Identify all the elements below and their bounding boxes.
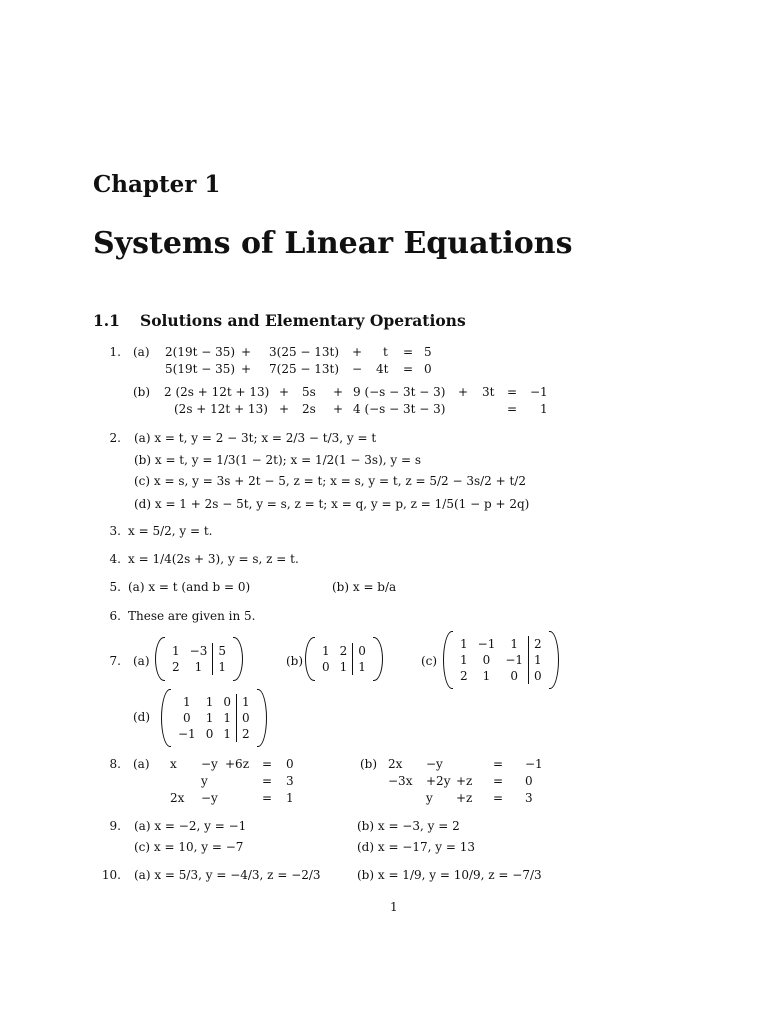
equation-term: 4 (−s − 3t − 3) — [353, 402, 446, 416]
matrix-cell: 2 — [528, 636, 547, 652]
system-term: −1 — [525, 757, 543, 771]
matrix-cell: 1 — [236, 694, 255, 710]
matrix-cell: 1 — [205, 711, 214, 725]
problem-number: 6. — [109, 609, 121, 623]
answer-line: (a) x = t (and b = 0) — [128, 580, 251, 594]
equation-term: 2(19t − 35) — [165, 345, 236, 359]
equation-rhs: 5 — [424, 345, 432, 359]
equation-term: 5s — [302, 385, 316, 399]
equation-op: + — [241, 345, 252, 359]
system-term: 2x — [170, 791, 185, 805]
system-term: 0 — [286, 757, 294, 771]
answer-line: x = 1/4(2s + 3), y = s, z = t. — [128, 552, 299, 566]
matrix-left-paren — [161, 689, 171, 747]
problem-number: 10. — [101, 868, 121, 882]
equation-term: (2s + 12t + 13) — [174, 402, 268, 416]
matrix-left-paren — [155, 637, 165, 681]
part-label: (d) — [133, 710, 151, 724]
matrix-cell: 1 — [194, 660, 203, 674]
matrix-cell: 1 — [212, 659, 231, 675]
equation-op: + — [279, 402, 290, 416]
equation-term: 9 (−s − 3t − 3) — [353, 385, 446, 399]
system-term: −y — [201, 791, 218, 805]
matrix-cell: 1 — [223, 711, 231, 725]
equation-op: − — [352, 362, 363, 376]
matrix-cell: 1 — [322, 644, 330, 658]
matrix-left-paren — [443, 631, 453, 689]
problem-number: 7. — [109, 654, 121, 668]
chapter-heading: Chapter 1 — [93, 171, 221, 198]
part-label: (c) — [421, 654, 438, 668]
equation-eq: = — [403, 362, 414, 376]
system-term: −y — [201, 757, 218, 771]
system-term: 0 — [525, 774, 533, 788]
matrix-cell: 1 — [482, 669, 491, 683]
equation-term: 3(25 − 13t) — [269, 345, 340, 359]
matrix-cell: 5 — [212, 643, 231, 659]
answer-line: (a) x = −2, y = −1 — [134, 819, 247, 833]
equation-op: + — [279, 385, 290, 399]
problem-number: 2. — [109, 431, 121, 445]
system-term: +6z — [225, 757, 250, 771]
equation-term: 4t — [376, 362, 389, 376]
answer-line: (d) x = 1 + 2s − 5t, y = s, z = t; x = q, y = p, z = 1/5(1 − p + 2q) — [134, 497, 530, 511]
augmented-matrix — [155, 638, 243, 680]
part-label: (b) — [360, 757, 378, 771]
system-term: 1 — [286, 791, 294, 805]
matrix-left-paren — [305, 637, 315, 681]
matrix-cell: 0 — [205, 727, 214, 741]
matrix-cell: 1 — [339, 660, 348, 674]
matrix-cell: −1 — [505, 653, 524, 667]
matrix-cell: 0 — [510, 669, 519, 683]
part-label: (a) — [133, 345, 150, 359]
matrix-right-paren — [549, 631, 559, 689]
matrix-right-paren — [257, 689, 267, 747]
matrix-cell: 0 — [236, 710, 255, 726]
matrix-cell: 0 — [528, 668, 547, 684]
matrix-cell: 1 — [460, 653, 468, 667]
problem-number: 9. — [109, 819, 121, 833]
equation-term: 5(19t − 35) — [165, 362, 236, 376]
system-term: x — [170, 757, 177, 771]
system-term: y — [426, 791, 433, 805]
equation-eq: = — [403, 345, 414, 359]
matrix-cell: 2 — [460, 669, 468, 683]
equation-term: 2 (2s + 12t + 13) — [164, 385, 270, 399]
system-term: = — [262, 791, 273, 805]
system-term: = — [493, 791, 504, 805]
matrix-cell: 2 — [172, 660, 180, 674]
answer-line: (c) x = 10, y = −7 — [134, 840, 244, 854]
matrix-right-paren — [373, 637, 383, 681]
matrix-cell: 0 — [352, 643, 371, 659]
matrix-cell: −3 — [189, 644, 208, 658]
section-number: 1.1 — [93, 311, 120, 330]
system-term: −y — [426, 757, 443, 771]
answer-line: (a) x = 5/3, y = −4/3, z = −2/3 — [134, 868, 321, 882]
equation-term: 2s — [302, 402, 316, 416]
equation-eq: = — [507, 402, 518, 416]
matrix-cell: 0 — [322, 660, 330, 674]
matrix-cell: 1 — [172, 644, 180, 658]
part-label: (a) — [133, 654, 150, 668]
matrix-cell: 0 — [482, 653, 491, 667]
answer-line: (b) x = −3, y = 2 — [357, 819, 460, 833]
equation-term: 7(25 − 13t) — [269, 362, 340, 376]
problem-number: 1. — [109, 345, 121, 359]
answer-line: x = 5/2, y = t. — [128, 524, 213, 538]
equation-term: t — [383, 345, 388, 359]
equation-op: + — [333, 402, 344, 416]
matrix-right-paren — [233, 637, 243, 681]
answer-line: (d) x = −17, y = 13 — [357, 840, 475, 854]
matrix-cell: 0 — [223, 695, 231, 709]
system-term: 3 — [286, 774, 294, 788]
matrix-cell: −1 — [477, 637, 496, 651]
answer-line: (b) x = b/a — [332, 580, 397, 594]
system-term: 2x — [388, 757, 403, 771]
section-title: Solutions and Elementary Operations — [140, 311, 466, 330]
system-term: = — [493, 757, 504, 771]
augmented-matrix — [443, 632, 559, 688]
equation-term: 3t — [482, 385, 495, 399]
augmented-matrix — [161, 690, 267, 746]
problem-number: 3. — [109, 524, 121, 538]
matrix-cell: −1 — [178, 727, 196, 741]
matrix-entries — [165, 643, 233, 675]
equation-op: + — [333, 385, 344, 399]
equation-rhs: −1 — [530, 385, 548, 399]
part-label: (b) — [286, 654, 304, 668]
answer-line: These are given in 5. — [128, 609, 256, 623]
system-term: +2y — [426, 774, 451, 788]
system-term: +z — [456, 774, 473, 788]
matrix-entries — [453, 636, 549, 684]
matrix-cell: 2 — [236, 726, 255, 742]
equation-op: + — [352, 345, 363, 359]
matrix-cell: 1 — [510, 637, 519, 651]
matrix-cell: 1 — [352, 659, 371, 675]
answer-line: (c) x = s, y = 3s + 2t − 5, z = t; x = s, y = t, z = 5/2 − 3s/2 + t/2 — [134, 474, 526, 488]
equation-rhs: 1 — [540, 402, 548, 416]
system-term: = — [262, 757, 273, 771]
system-term: = — [493, 774, 504, 788]
system-term: = — [262, 774, 273, 788]
matrix-cell: 1 — [223, 727, 231, 741]
matrix-cell: 2 — [339, 644, 348, 658]
matrix-cell: 1 — [460, 637, 468, 651]
chapter-title: Systems of Linear Equations — [93, 226, 573, 261]
matrix-cell: 1 — [183, 695, 191, 709]
system-term: y — [201, 774, 208, 788]
system-term: 3 — [525, 791, 533, 805]
answer-line: (b) x = t, y = 1/3(1 − 2t); x = 1/2(1 − 3s), y = s — [134, 453, 422, 467]
equation-eq: = — [507, 385, 518, 399]
answer-line: (b) x = 1/9, y = 10/9, z = −7/3 — [357, 868, 542, 882]
equation-op: + — [458, 385, 469, 399]
problem-number: 4. — [109, 552, 121, 566]
problem-number: 5. — [109, 580, 121, 594]
answer-line: (a) x = t, y = 2 − 3t; x = 2/3 − t/3, y = t — [134, 431, 377, 445]
matrix-cell: 0 — [183, 711, 191, 725]
problem-number: 8. — [109, 757, 121, 771]
part-label: (b) — [133, 385, 151, 399]
system-term: −3x — [388, 774, 413, 788]
matrix-entries — [171, 694, 257, 742]
matrix-cell: 1 — [528, 652, 547, 668]
matrix-entries — [315, 643, 373, 675]
augmented-matrix — [305, 638, 383, 680]
equation-op: + — [241, 362, 252, 376]
page-number: 1 — [390, 900, 398, 914]
system-term: +z — [456, 791, 473, 805]
matrix-cell: 1 — [205, 695, 214, 709]
equation-rhs: 0 — [424, 362, 432, 376]
part-label: (a) — [133, 757, 150, 771]
